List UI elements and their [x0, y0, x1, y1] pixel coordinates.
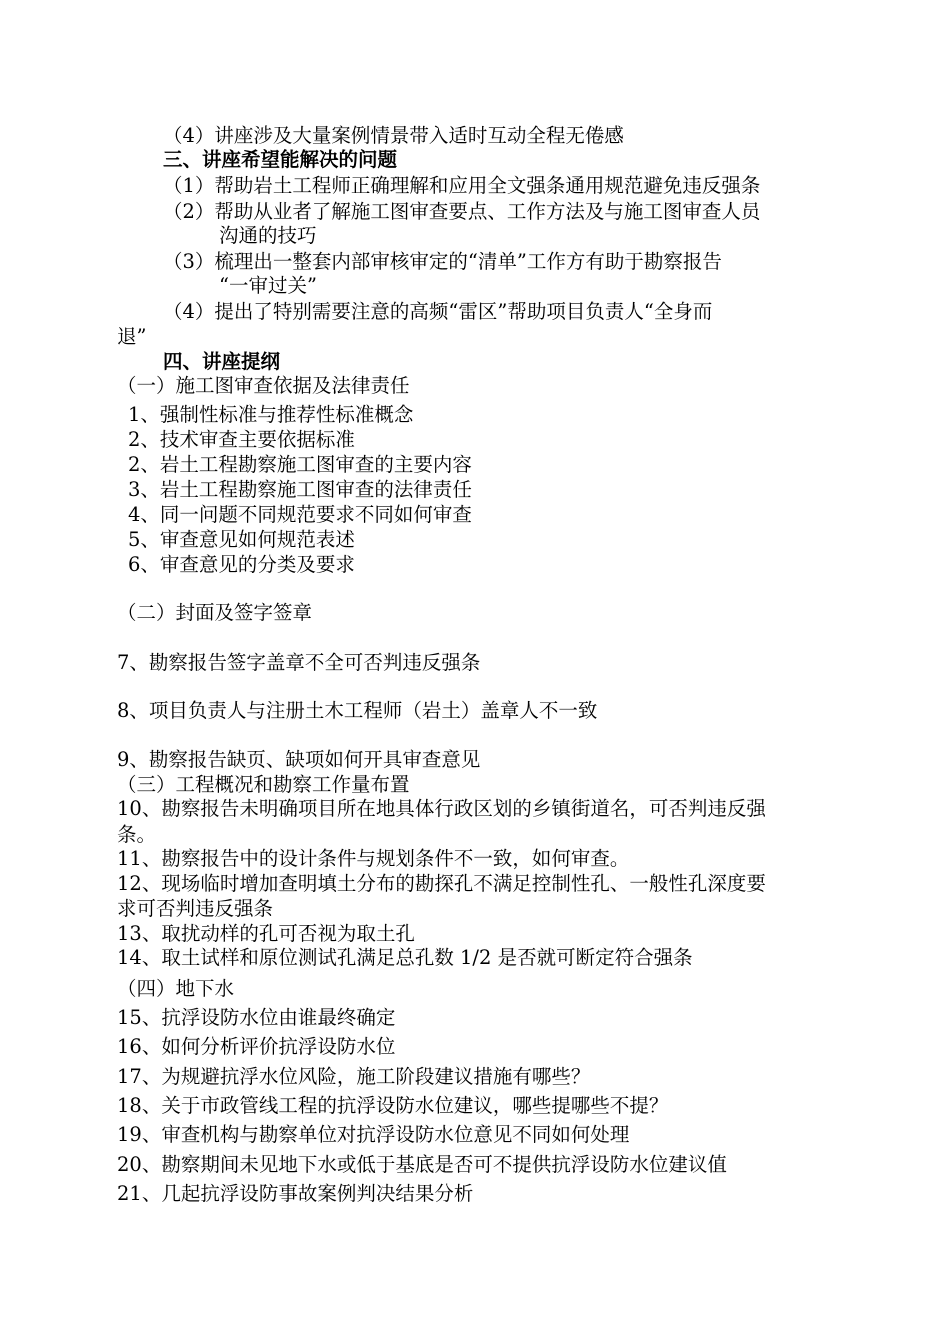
- section4-heading: 四、讲座提纲: [163, 350, 281, 373]
- part4-title: （四）地下水: [117, 977, 235, 1000]
- section3-item3-line1: （3）梳理出一整套内部审核审定的“清单”工作方有助于勘察报告: [163, 250, 722, 273]
- outline-item: 3、岩土工程勘察施工图审查的法律责任: [128, 478, 472, 501]
- outline-item: 20、勘察期间未见地下水或低于基底是否可不提供抗浮设防水位建议值: [117, 1153, 727, 1176]
- section3-item4-line1: （4）提出了特别需要注意的高频“雷区”帮助项目负责人“全身而: [163, 300, 713, 323]
- outline-item-13: 13、取扰动样的孔可否视为取土孔: [117, 922, 415, 945]
- outline-item: 4、同一问题不同规范要求不同如何审查: [128, 503, 472, 526]
- part2-title: （二）封面及签字签章: [117, 601, 313, 624]
- outline-item: 21、几起抗浮设防事故案例判决结果分析: [117, 1182, 474, 1205]
- outline-item-12-line2: 求可否判违反强条: [117, 897, 274, 920]
- outline-item: 1、强制性标准与推荐性标准概念: [128, 403, 414, 426]
- outline-item-10-line2: 条。: [117, 823, 157, 846]
- outline-item: 15、抗浮设防水位由谁最终确定: [117, 1006, 396, 1029]
- outline-item: 7、勘察报告签字盖章不全可否判违反强条: [117, 651, 481, 674]
- section3-item2-line1: （2）帮助从业者了解施工图审查要点、工作方法及与施工图审查人员: [163, 200, 761, 223]
- outline-item: 6、审查意见的分类及要求: [128, 553, 355, 576]
- part1-title: （一）施工图审查依据及法律责任: [117, 374, 410, 397]
- outline-item-12-line1: 12、现场临时增加查明填土分布的勘探孔不满足控制性孔、一般性孔深度要: [117, 872, 766, 895]
- outline-item: 19、审查机构与勘察单位对抗浮设防水位意见不同如何处理: [117, 1123, 630, 1146]
- part3-title: （三）工程概况和勘察工作量布置: [117, 773, 410, 796]
- section3-item1: （1）帮助岩土工程师正确理解和应用全文强条通用规范避免违反强条: [163, 174, 761, 197]
- outline-item: 18、关于市政管线工程的抗浮设防水位建议，哪些提哪些不提？: [117, 1094, 669, 1117]
- outline-item: 9、勘察报告缺页、缺项如何开具审查意见: [117, 748, 481, 771]
- outline-item: 8、项目负责人与注册土木工程师（岩土）盖章人不一致: [117, 699, 598, 722]
- section2-item4: （4）讲座涉及大量案例情景带入适时互动全程无倦感: [163, 124, 624, 147]
- section3-item4-line2: 退”: [117, 325, 147, 348]
- outline-item: 2、岩土工程勘察施工图审查的主要内容: [128, 453, 472, 476]
- outline-item-14: 14、取土试样和原位测试孔满足总孔数 1/2 是否就可断定符合强条: [117, 946, 693, 969]
- outline-item-11: 11、勘察报告中的设计条件与规划条件不一致，如何审查。: [117, 847, 630, 870]
- outline-item: 5、审查意见如何规范表述: [128, 528, 355, 551]
- section3-heading: 三、讲座希望能解决的问题: [163, 148, 398, 171]
- section3-item2-line2: 沟通的技巧: [219, 224, 317, 247]
- outline-item: 16、如何分析评价抗浮设防水位: [117, 1035, 396, 1058]
- section3-item3-line2: “一审过关”: [219, 274, 317, 297]
- outline-item: 17、为规避抗浮水位风险，施工阶段建议措施有哪些？: [117, 1065, 591, 1088]
- outline-item: 2、技术审查主要依据标准: [128, 428, 355, 451]
- outline-item-10-line1: 10、勘察报告未明确项目所在地具体行政区划的乡镇街道名，可否判违反强: [117, 797, 766, 820]
